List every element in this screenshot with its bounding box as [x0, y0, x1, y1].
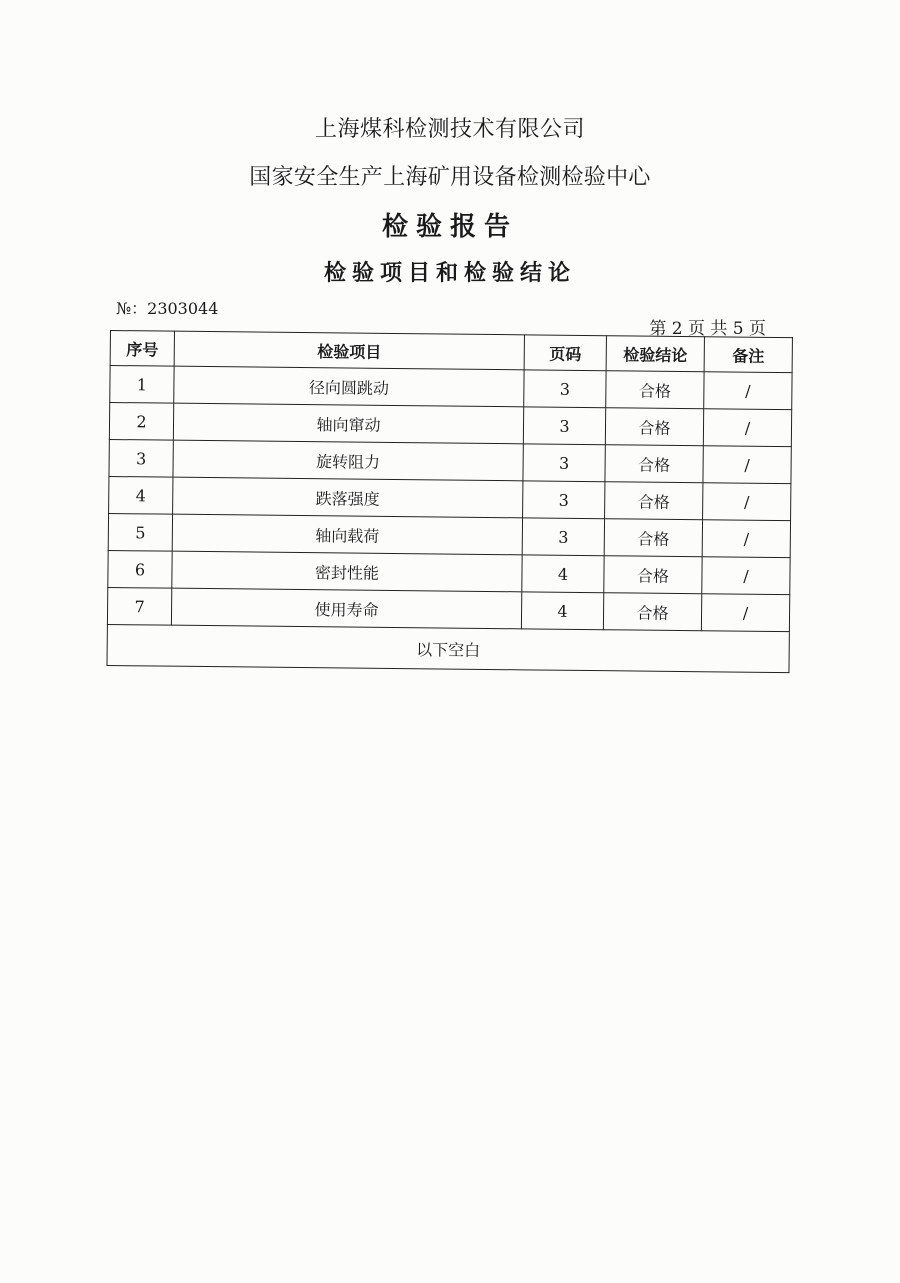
column-header-note: 备注: [704, 337, 792, 373]
blank-row: [107, 624, 789, 672]
company-name: 上海煤科检测技术有限公司: [314, 117, 585, 142]
row-note: /: [703, 409, 791, 447]
row-no: 3: [109, 439, 173, 477]
row-result: 合格: [605, 482, 703, 520]
center-name: 国家安全生产上海矿用设备检测检验中心: [249, 165, 651, 190]
row-page: 3: [522, 518, 604, 556]
row-page: 4: [521, 592, 603, 630]
row-no: 1: [110, 366, 174, 404]
report-number: №：2303044: [116, 299, 219, 318]
row-item: 使用寿命: [171, 588, 521, 629]
row-result: 合格: [603, 593, 701, 631]
row-result: 合格: [605, 408, 703, 446]
row-page: 3: [523, 444, 605, 482]
row-item: 轴向载荷: [172, 514, 522, 555]
row-item: 跌落强度: [173, 477, 523, 518]
row-no: 6: [108, 550, 172, 588]
row-no: 5: [108, 513, 172, 551]
row-page: 4: [522, 555, 604, 593]
row-note: /: [703, 483, 791, 521]
row-note: /: [702, 520, 790, 558]
column-header-no: 序号: [110, 331, 174, 367]
row-page: 3: [523, 407, 605, 445]
row-note: /: [703, 446, 791, 484]
row-no: 2: [109, 403, 173, 441]
row-page: 3: [523, 481, 605, 519]
row-result: 合格: [604, 519, 702, 557]
row-note: /: [704, 372, 792, 410]
row-item: 密封性能: [172, 551, 522, 592]
report-subtitle: 检验项目和检验结论: [323, 261, 576, 286]
row-item: 轴向窜动: [173, 403, 523, 444]
report-title: 检验报告: [381, 212, 518, 242]
row-note: /: [701, 594, 789, 632]
column-header-item: 检验项目: [174, 331, 524, 370]
results-table-container: [106, 330, 791, 673]
blank-note: 以下空白: [107, 624, 789, 672]
row-result: 合格: [606, 371, 704, 409]
page-indicator: 第 2 页 共 5 页: [649, 319, 766, 339]
column-header-page: 页码: [524, 335, 606, 371]
row-no: 4: [109, 476, 173, 514]
row-note: /: [702, 557, 790, 595]
row-no: 7: [107, 587, 171, 625]
row-item: 径向圆跳动: [174, 366, 524, 407]
row-result: 合格: [604, 556, 702, 594]
row-page: 3: [524, 370, 606, 408]
row-item: 旋转阻力: [173, 440, 523, 481]
row-result: 合格: [605, 445, 703, 483]
column-header-result: 检验结论: [606, 336, 704, 372]
results-table: [106, 330, 792, 673]
